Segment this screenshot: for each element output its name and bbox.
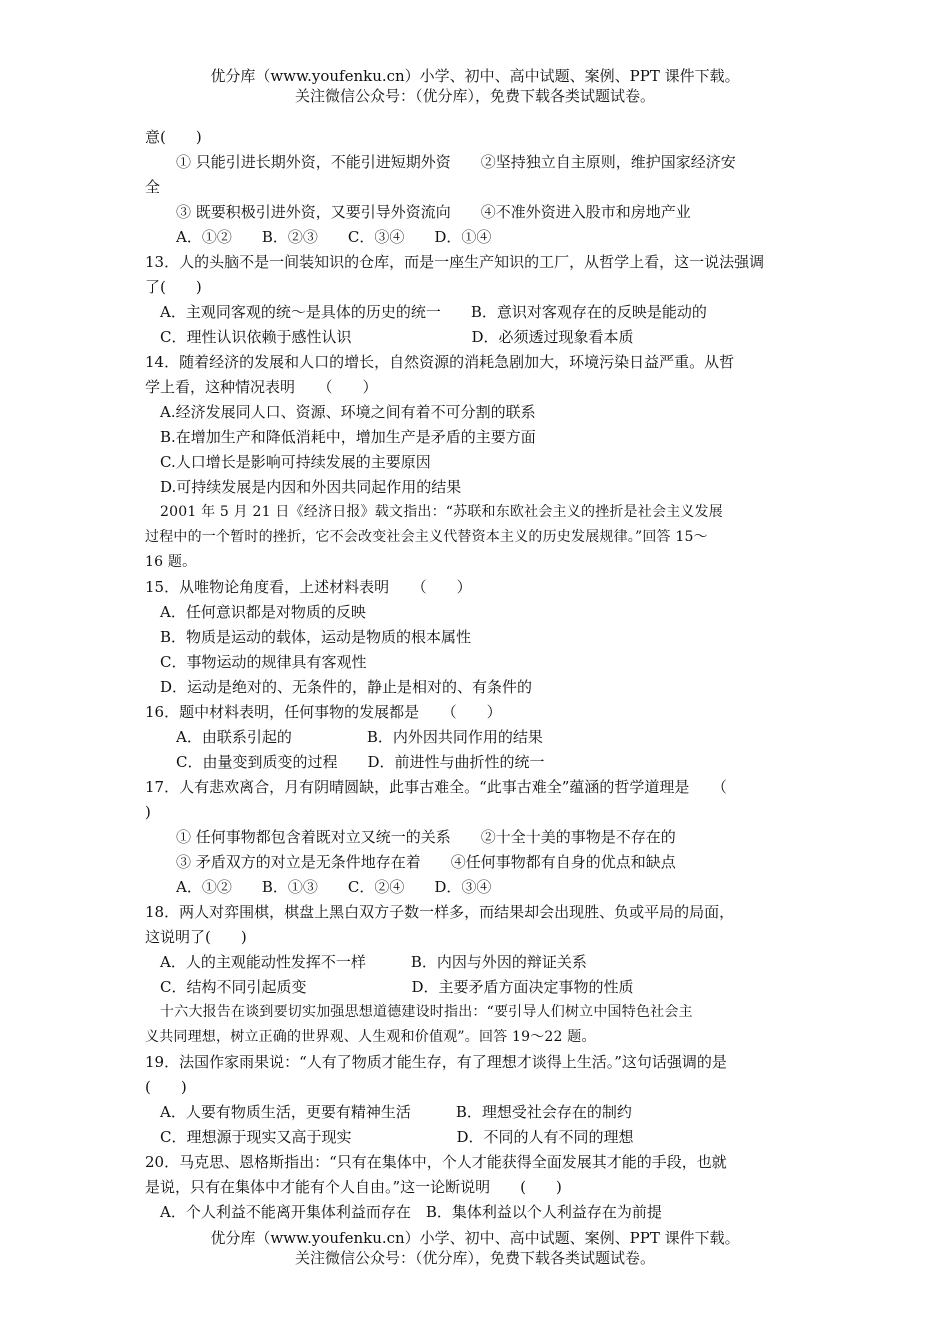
q12-statements-1-2: ① 只能引进长期外资，不能引进短期外资 ②坚持独立自主原则，维护国家经济安: [176, 153, 736, 171]
q17-stem-end: ): [145, 803, 151, 821]
material-15-16-line1: 2001 年 5 月 21 日《经济日报》载文指出：“苏联和东欧社会主义的挫折是社会主义发展: [160, 504, 723, 520]
page-footer: [0, 1228, 950, 1268]
q13-stem-end: 了( ): [145, 278, 202, 296]
q13-stem: 13．人的头脑不是一间装知识的仓库，而是一座生产知识的工厂，从哲学上看，这一说法强调: [145, 253, 765, 271]
q15-option-c: C．事物运动的规律具有客观性: [160, 653, 367, 671]
q13-options-cd: C．理性认识依赖于感性认识 D．必须透过现象看本质: [160, 328, 634, 346]
q13-options-ab: A．主观同客观的统～是具体的历史的统一 B．意识对客观存在的反映是能动的: [160, 303, 707, 321]
q12-statements-3-4: ③ 既要积极引进外资，又要引导外资流向 ④不准外资进入股市和房地产业: [176, 203, 691, 221]
material-15-16-line3: 16 题。: [145, 554, 197, 570]
q19-stem: 19．法国作家雨果说：“人有了物质才能生存，有了理想才谈得上生活。”这句话强调的是: [145, 1053, 727, 1071]
q17-statements-3-4: ③ 矛盾双方的对立是无条件地存在着 ④任何事物都有自身的优点和缺点: [176, 853, 676, 871]
q19-options-cd: C．理想源于现实又高于现实 D．不同的人有不同的理想: [160, 1128, 634, 1146]
q14-option-b: B.在增加生产和降低消耗中，增加生产是矛盾的主要方面: [160, 428, 536, 446]
q18-options-ab: A．人的主观能动性发挥不一样 B．内因与外因的辩证关系: [160, 953, 587, 971]
q16-stem: 16．题中材料表明，任何事物的发展都是 （ ）: [145, 703, 502, 721]
q20-stem: 20．马克思、恩格斯指出：“只有在集体中，个人才能获得全面发展其才能的手段，也就: [145, 1153, 727, 1171]
q12-options: A．①② B．②③ C．③④ D．①④: [176, 228, 492, 246]
q16-options-cd: C．由量变到质变的过程 D．前进性与曲折性的统一: [176, 753, 545, 771]
q14-option-a: A.经济发展同人口、资源、环境之间有着不可分割的联系: [160, 403, 536, 421]
page-header: [0, 66, 950, 106]
header-site-line: 优分库（www.youfenku.cn）小学、初中、高中试题、案例、PPT 课件下载。: [210, 67, 740, 85]
q19-options-ab: A．人要有物质生活，更要有精神生活 B．理想受社会存在的制约: [160, 1103, 632, 1121]
q15-option-b: B．物质是运动的载体，运动是物质的根本属性: [160, 628, 472, 646]
q12-statement-2-end: 全: [145, 178, 161, 196]
q15-option-d: D．运动是绝对的、无条件的，静止是相对的、有条件的: [160, 678, 533, 696]
q15-stem: 15．从唯物论角度看，上述材料表明 （ ）: [145, 578, 472, 596]
q20-stem-end: 是说，只有在集体中才能有个人自由。”这一论断说明 ( ): [145, 1178, 562, 1196]
q17-statements-1-2: ① 任何事物都包含着既对立又统一的关系 ②十全十美的事物是不存在的: [176, 828, 676, 846]
material-19-22-line1: 十六大报告在谈到要切实加强思想道德建设时指出：“要引导人们树立中国特色社会主: [160, 1004, 693, 1020]
q18-stem: 18．两人对弈围棋，棋盘上黑白双方子数一样多，而结果却会出现胜、负或平局的局面，: [145, 903, 735, 921]
q14-stem: 14．随着经济的发展和人口的增长，自然资源的消耗急剧加大，环境污染日益严重。从哲: [145, 353, 735, 371]
q20-options-ab: A．个人利益不能离开集体利益而存在 B．集体利益以个人利益存在为前提: [160, 1203, 662, 1221]
material-19-22-line2: 义共同理想，树立正确的世界观、人生观和价值观”。回答 19～22 题。: [145, 1029, 596, 1045]
footer-site-line: 优分库（www.youfenku.cn）小学、初中、高中试题、案例、PPT 课件下载。: [210, 1229, 740, 1247]
q14-stem-end: 学上看，这种情况表明 （ ）: [145, 378, 378, 396]
q18-options-cd: C．结构不同引起质变 D．主要矛盾方面决定事物的性质: [160, 978, 634, 996]
q17-options: A．①② B．①③ C．②④ D．③④: [176, 878, 492, 896]
q18-stem-end: 这说明了( ): [145, 928, 247, 946]
q12-stem-end: 意( ): [145, 128, 202, 146]
q16-options-ab: A．由联系引起的 B．内外因共同作用的结果: [176, 728, 543, 746]
q15-option-a: A．任何意识都是对物质的反映: [160, 603, 366, 621]
header-wechat-line: 关注微信公众号：（优分库），免费下载各类试题试卷。: [294, 87, 655, 105]
q14-option-d: D.可持续发展是内因和外因共同起作用的结果: [160, 478, 462, 496]
material-15-16-line2: 过程中的一个暂时的挫折，它不会改变社会主义代替资本主义的历史发展规律。”回答 15～: [145, 529, 708, 545]
q14-option-c: C.人口增长是影响可持续发展的主要原因: [160, 453, 431, 471]
q19-stem-end: ( ): [145, 1078, 187, 1096]
q17-stem: 17．人有悲欢离合，月有阴晴圆缺，此事古难全。“此事古难全”蕴涵的哲学道理是 （: [145, 778, 727, 796]
footer-wechat-line: 关注微信公众号：（优分库），免费下载各类试题试卷。: [294, 1249, 655, 1267]
